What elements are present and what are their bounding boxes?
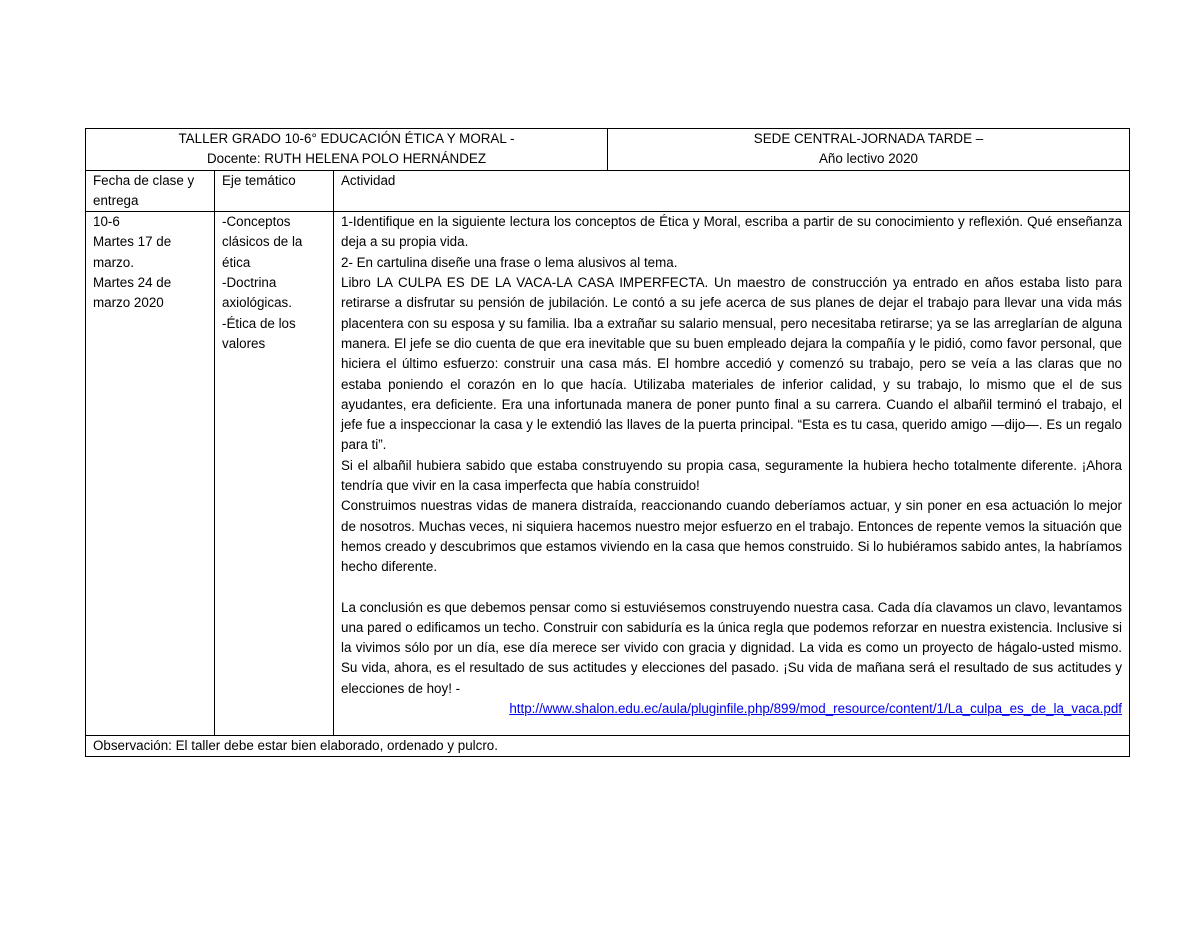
- workshop-title: TALLER GRADO 10-6° EDUCACIÓN ÉTICA Y MORAL -: [178, 131, 515, 146]
- content-row: [86, 212, 1130, 736]
- source-link[interactable]: http://www.shalon.edu.ec/aula/pluginfile.php/899/mod_resource/content/1/La_culpa_es_de_la_vaca.pdf: [509, 701, 1122, 717]
- column-header-activity: Actividad: [334, 170, 1130, 212]
- column-header-date: Fecha de clase y entrega: [86, 170, 215, 212]
- theme-2-line1: -Doctrina: [222, 275, 277, 291]
- theme-1-line2: clásicos de la: [222, 234, 303, 250]
- dates-cell: [86, 212, 215, 736]
- campus-shift: SEDE CENTRAL-JORNADA TARDE –: [753, 131, 984, 146]
- header-row: [86, 129, 1130, 171]
- theme-2-line2: axiológicas.: [222, 295, 292, 311]
- reading-paragraph-3: Construimos nuestras vidas de manera distraída, reaccionando cuando deberíamos actuar, y sin poner en esa actuación lo mejor de nosotros. Muchas veces, ni siquiera hacemos nuestro mejor esfuerzo en el trabajo. Entonces de repente vemos la situación que hemos creado y descubrimos que estamos viviendo en la casa que hemos construido. Si lo hubiéramos sabido antes, la habríamos hecho diferente.: [341, 498, 1122, 575]
- class-date-line1: Martes 17 de: [93, 234, 172, 250]
- due-date-line2: marzo 2020: [93, 295, 164, 311]
- column-header-row: [86, 170, 1130, 212]
- teacher-name: Docente: RUTH HELENA POLO HERNÁNDEZ: [206, 151, 487, 167]
- group-label: 10-6: [93, 214, 120, 230]
- observation-row: [86, 736, 1130, 757]
- theme-1-line1: -Conceptos: [222, 214, 291, 230]
- reading-paragraph-1: Libro LA CULPA ES DE LA VACA-LA CASA IMPERFECTA. Un maestro de construcción ya entrado en años estaba listo para retirarse a disfrutar su pensión de jubilación. Le contó a su jefe acerca de sus planes de dejar el trabajo para llevar una vida más placentera con su esposa y su familia. Iba a extrañar su salario mensual, pero necesitaba retirarse; ya se las arreglarían de alguna manera. El jefe se dio cuenta de que era inevitable que su buen empleado dejara la compañía y le pidió, como favor personal, que hiciera el último esfuerzo: construir una casa más. El hombre accedió y comenzó su trabajo, pero se veía a las claras que no estaba poniendo el corazón en lo que hacía. Utilizaba materiales de inferior calidad, y su trabajo, lo mismo que el de sus ayudantes, era deficiente. Era una infortunada manera de poner punto final a su carrera. Cuando el albañil terminó el trabajo, el jefe fue a inspeccionar la casa y le extendió las llaves de la puerta principal. “Esta es tu casa, querido amigo —dijo—. Es un regalo para ti”.: [341, 275, 1122, 453]
- header-right-cell: [608, 129, 1130, 171]
- theme-1-line3: ética: [222, 254, 251, 270]
- class-date-line2: marzo.: [93, 254, 134, 270]
- paragraph-gap: [341, 578, 1122, 598]
- column-header-theme: Eje temático: [215, 170, 334, 212]
- header-left-cell: [86, 129, 608, 171]
- theme-3-line1: -Ética de los: [222, 315, 296, 331]
- reading-paragraph-4: La conclusión es que debemos pensar como si estuviésemos construyendo nuestra casa. Cada día clavamos un clavo, levantamos una pared o edificamos un techo. Construir con sabiduría es la única regla que podemos reforzar en nuestra existencia. Inclusive si la vivimos sólo por un día, ese día merece ser vivido con gracia y dignidad. La vida es como un proyecto de hágalo-usted mismo. Su vida, ahora, es el resultado de sus actitudes y elecciones del pasado. ¡Su vida de mañana será el resultado de sus actitudes y elecciones de hoy! -: [341, 599, 1122, 696]
- document-sheet: [85, 128, 1129, 757]
- workshop-table: [85, 128, 1130, 757]
- reading-paragraph-2: Si el albañil hubiera sabido que estaba construyendo su propia casa, seguramente la hubiera hecho totalmente diferente. ¡Ahora tendría que vivir en la casa imperfecta que había construido!: [341, 457, 1122, 494]
- observation-text: Observación: El taller debe estar bien elaborado, ordenado y pulcro.: [86, 736, 1130, 757]
- source-link-line: [341, 699, 1122, 719]
- school-year: Año lectivo 2020: [818, 151, 918, 167]
- theme-3-line2: valores: [222, 335, 266, 351]
- task-1: 1-Identifique en la siguiente lectura los conceptos de Ética y Moral, escriba a partir de su conocimiento y reflexión. Qué enseñanza deja a su propia vida.: [341, 214, 1122, 250]
- activity-cell: [334, 212, 1130, 736]
- due-date-line1: Martes 24 de: [93, 275, 172, 291]
- task-2: 2- En cartulina diseñe una frase o lema alusivos al tema.: [341, 254, 678, 270]
- themes-cell: [215, 212, 334, 736]
